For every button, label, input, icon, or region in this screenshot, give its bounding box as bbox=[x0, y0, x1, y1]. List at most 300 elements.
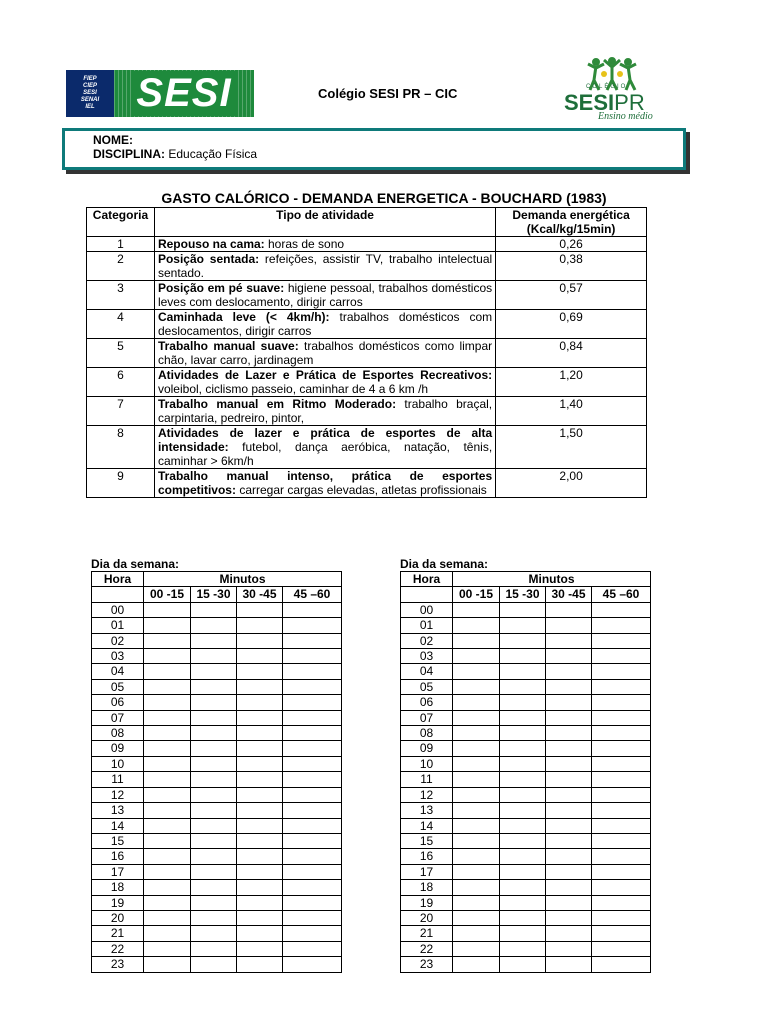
minute-slot-cell[interactable] bbox=[237, 910, 283, 925]
minute-slot-cell[interactable] bbox=[592, 880, 651, 895]
minute-slot-cell[interactable] bbox=[237, 679, 283, 694]
minute-slot-cell[interactable] bbox=[237, 710, 283, 725]
minute-slot-cell[interactable] bbox=[453, 787, 500, 802]
minute-slot-cell[interactable] bbox=[191, 803, 237, 818]
minute-slot-cell[interactable] bbox=[191, 941, 237, 956]
hour-cell: 21 bbox=[401, 926, 453, 941]
hour-cell: 02 bbox=[401, 633, 453, 648]
minute-slot-cell[interactable] bbox=[500, 726, 546, 741]
minute-slot-cell[interactable] bbox=[144, 756, 191, 771]
minute-slot-cell[interactable] bbox=[500, 803, 546, 818]
minute-slot-cell[interactable] bbox=[500, 787, 546, 802]
minute-slot-cell[interactable] bbox=[237, 818, 283, 833]
minute-slot-cell[interactable] bbox=[546, 679, 592, 694]
minute-slot-cell[interactable] bbox=[546, 849, 592, 864]
minute-slot-cell[interactable] bbox=[546, 833, 592, 848]
minute-slot-cell[interactable] bbox=[500, 818, 546, 833]
minute-slot-cell[interactable] bbox=[500, 880, 546, 895]
hour-row bbox=[401, 926, 651, 941]
hour-cell: 03 bbox=[401, 649, 453, 664]
minute-slot-cell[interactable] bbox=[592, 772, 651, 787]
minute-slot-cell[interactable] bbox=[592, 710, 651, 725]
minute-slot-cell[interactable] bbox=[546, 710, 592, 725]
logo-text-ciep: CIEP bbox=[82, 83, 97, 89]
minute-slot-cell[interactable] bbox=[191, 880, 237, 895]
hour-row bbox=[401, 602, 651, 617]
minute-slot-cell[interactable] bbox=[283, 803, 342, 818]
hour-row bbox=[401, 772, 651, 787]
minute-slot-cell[interactable] bbox=[191, 741, 237, 756]
hour-row bbox=[401, 803, 651, 818]
minute-slot-cell[interactable] bbox=[237, 864, 283, 879]
minute-slot-cell[interactable] bbox=[592, 803, 651, 818]
minute-slot-cell[interactable] bbox=[191, 710, 237, 725]
hour-cell: 04 bbox=[401, 664, 453, 679]
minute-slot-cell[interactable] bbox=[191, 633, 237, 648]
minute-slot-cell[interactable] bbox=[144, 772, 191, 787]
activity-row bbox=[87, 397, 647, 426]
hour-row bbox=[401, 710, 651, 725]
weekday-table-right bbox=[400, 571, 651, 973]
minute-slot-cell[interactable] bbox=[500, 618, 546, 633]
hour-cell: 19 bbox=[401, 895, 453, 910]
category-cell: 4 bbox=[87, 310, 155, 339]
minute-slot-cell[interactable] bbox=[283, 864, 342, 879]
header-category: Categoria bbox=[87, 208, 155, 237]
minutes-header: Minutos bbox=[453, 572, 651, 587]
minute-slot-cell[interactable] bbox=[237, 833, 283, 848]
minute-slot-cell[interactable] bbox=[453, 926, 500, 941]
activity-cell bbox=[154, 237, 495, 252]
minute-slot-cell[interactable] bbox=[191, 957, 237, 972]
minute-slot-cell[interactable] bbox=[546, 957, 592, 972]
minute-slot-cell[interactable] bbox=[500, 756, 546, 771]
activity-cell bbox=[154, 397, 495, 426]
minute-slot-cell[interactable] bbox=[144, 649, 191, 664]
minute-slot-cell[interactable] bbox=[283, 849, 342, 864]
minute-slot-cell[interactable] bbox=[500, 679, 546, 694]
minute-slot-cell[interactable] bbox=[144, 849, 191, 864]
minute-slot-cell[interactable] bbox=[592, 649, 651, 664]
hour-cell: 05 bbox=[401, 679, 453, 694]
minute-slot-cell[interactable] bbox=[453, 726, 500, 741]
minute-slot-cell[interactable] bbox=[453, 710, 500, 725]
minute-slot-cell[interactable] bbox=[546, 756, 592, 771]
minute-slot-cell[interactable] bbox=[237, 633, 283, 648]
minute-slot-cell[interactable] bbox=[191, 833, 237, 848]
minute-slot-cell[interactable] bbox=[500, 741, 546, 756]
minute-slot-cell[interactable] bbox=[546, 910, 592, 925]
minute-slot-cell[interactable] bbox=[546, 941, 592, 956]
hour-cell: 09 bbox=[92, 741, 144, 756]
minute-slot-cell[interactable] bbox=[283, 957, 342, 972]
hour-cell: 17 bbox=[401, 864, 453, 879]
minute-slot-cell[interactable] bbox=[283, 618, 342, 633]
weekday-table-left bbox=[91, 571, 342, 973]
minute-slot-cell[interactable] bbox=[144, 910, 191, 925]
energy-value-cell: 0,84 bbox=[496, 339, 647, 368]
table-header-row bbox=[87, 208, 647, 237]
minute-slot-cell[interactable] bbox=[592, 618, 651, 633]
minute-slot-cell[interactable] bbox=[453, 618, 500, 633]
minute-slot-cell[interactable] bbox=[237, 880, 283, 895]
minute-slot-cell[interactable] bbox=[546, 880, 592, 895]
minute-slot-cell[interactable] bbox=[500, 926, 546, 941]
minute-slot-cell[interactable] bbox=[283, 741, 342, 756]
minute-slot-cell[interactable] bbox=[191, 910, 237, 925]
minute-slot-cell[interactable] bbox=[144, 941, 191, 956]
minute-slot-cell[interactable] bbox=[453, 849, 500, 864]
minute-slot-cell[interactable] bbox=[191, 649, 237, 664]
minute-slot-cell[interactable] bbox=[453, 910, 500, 925]
category-cell: 3 bbox=[87, 281, 155, 310]
minute-slot-cell[interactable] bbox=[237, 957, 283, 972]
minute-slot-cell[interactable] bbox=[500, 895, 546, 910]
minute-slot-cell[interactable] bbox=[592, 664, 651, 679]
hour-row bbox=[401, 618, 651, 633]
hour-row bbox=[92, 618, 342, 633]
minute-slot-cell[interactable] bbox=[144, 803, 191, 818]
hour-row bbox=[92, 602, 342, 617]
minute-slot-cell[interactable] bbox=[191, 695, 237, 710]
minute-slot-cell[interactable] bbox=[283, 818, 342, 833]
minute-slot-cell[interactable] bbox=[237, 664, 283, 679]
interval-header: 30 -45 bbox=[237, 587, 283, 602]
minute-slot-cell[interactable] bbox=[592, 695, 651, 710]
minute-slot-cell[interactable] bbox=[592, 787, 651, 802]
minute-slot-cell[interactable] bbox=[283, 726, 342, 741]
minute-slot-cell[interactable] bbox=[191, 772, 237, 787]
minute-slot-cell[interactable] bbox=[453, 741, 500, 756]
category-cell: 2 bbox=[87, 252, 155, 281]
minute-slot-cell[interactable] bbox=[191, 818, 237, 833]
hour-cell: 14 bbox=[401, 818, 453, 833]
minute-slot-cell[interactable] bbox=[546, 926, 592, 941]
minute-slot-cell[interactable] bbox=[453, 803, 500, 818]
hour-cell: 23 bbox=[401, 957, 453, 972]
minute-slot-cell[interactable] bbox=[546, 864, 592, 879]
hour-row bbox=[401, 664, 651, 679]
minute-slot-cell[interactable] bbox=[283, 633, 342, 648]
hour-row bbox=[92, 756, 342, 771]
minute-slot-cell[interactable] bbox=[453, 649, 500, 664]
minute-slot-cell[interactable] bbox=[592, 741, 651, 756]
minute-slot-cell[interactable] bbox=[283, 710, 342, 725]
minute-slot-cell[interactable] bbox=[546, 633, 592, 648]
minute-slot-cell[interactable] bbox=[592, 602, 651, 617]
hour-cell: 02 bbox=[92, 633, 144, 648]
logo-colegio-text: COLÉGIO bbox=[586, 84, 628, 90]
activity-examples: voleibol, ciclismo passeio, caminhar de 4 a 6 km /h bbox=[157, 382, 429, 396]
hour-row bbox=[92, 787, 342, 802]
minute-slot-cell[interactable] bbox=[592, 864, 651, 879]
hour-cell: 01 bbox=[92, 618, 144, 633]
minute-slot-cell[interactable] bbox=[453, 756, 500, 771]
minute-slot-cell[interactable] bbox=[283, 833, 342, 848]
minute-slot-cell[interactable] bbox=[237, 602, 283, 617]
minute-slot-cell[interactable] bbox=[500, 833, 546, 848]
category-cell: 5 bbox=[87, 339, 155, 368]
minute-slot-cell[interactable] bbox=[144, 695, 191, 710]
minute-slot-cell[interactable] bbox=[144, 633, 191, 648]
logo-text-senai: SENAI bbox=[80, 97, 100, 103]
minute-slot-cell[interactable] bbox=[191, 926, 237, 941]
minute-slot-cell[interactable] bbox=[144, 710, 191, 725]
minute-slot-cell[interactable] bbox=[592, 756, 651, 771]
minute-slot-cell[interactable] bbox=[283, 910, 342, 925]
minute-slot-cell[interactable] bbox=[546, 818, 592, 833]
minute-slot-cell[interactable] bbox=[237, 803, 283, 818]
minute-slot-cell[interactable] bbox=[237, 618, 283, 633]
sesi-pr-logo bbox=[560, 54, 665, 124]
minute-slot-cell[interactable] bbox=[283, 926, 342, 941]
minute-slot-cell[interactable] bbox=[453, 602, 500, 617]
minute-slot-cell[interactable] bbox=[453, 833, 500, 848]
minute-slot-cell[interactable] bbox=[191, 602, 237, 617]
minute-slot-cell[interactable] bbox=[191, 895, 237, 910]
activity-name: Trabalho manual intenso, prática de esportes competitivos: bbox=[157, 469, 493, 497]
minute-slot-cell[interactable] bbox=[191, 618, 237, 633]
minute-slot-cell[interactable] bbox=[144, 679, 191, 694]
minute-slot-cell[interactable] bbox=[500, 941, 546, 956]
interval-header: 45 –60 bbox=[592, 587, 651, 602]
hour-cell: 03 bbox=[92, 649, 144, 664]
activity-name: Trabalho manual suave: bbox=[157, 339, 299, 353]
hour-cell: 22 bbox=[92, 941, 144, 956]
minute-slot-cell[interactable] bbox=[546, 649, 592, 664]
minute-slot-cell[interactable] bbox=[237, 772, 283, 787]
minute-slot-cell[interactable] bbox=[283, 679, 342, 694]
interval-header: 00 -15 bbox=[453, 587, 500, 602]
energy-value-cell: 0,57 bbox=[496, 281, 647, 310]
minute-slot-cell[interactable] bbox=[453, 633, 500, 648]
hour-cell: 19 bbox=[92, 895, 144, 910]
discipline-row bbox=[93, 147, 257, 161]
activity-row bbox=[87, 339, 647, 368]
hour-cell: 22 bbox=[401, 941, 453, 956]
minute-slot-cell[interactable] bbox=[283, 695, 342, 710]
hour-row bbox=[92, 679, 342, 694]
logo-sesipr-text: SESIPR bbox=[564, 90, 645, 115]
minute-slot-cell[interactable] bbox=[237, 941, 283, 956]
minute-slot-cell[interactable] bbox=[453, 679, 500, 694]
minute-slot-cell[interactable] bbox=[453, 772, 500, 787]
energy-value-cell: 0,69 bbox=[496, 310, 647, 339]
minute-slot-cell[interactable] bbox=[237, 726, 283, 741]
minute-slot-cell[interactable] bbox=[546, 618, 592, 633]
minute-slot-cell[interactable] bbox=[144, 602, 191, 617]
minute-slot-cell[interactable] bbox=[237, 695, 283, 710]
discipline-value: Educação Física bbox=[168, 147, 258, 161]
activity-examples: trabalho braçal, carpintaria, pedreiro, pintor, bbox=[157, 397, 493, 425]
minute-slot-cell[interactable] bbox=[500, 849, 546, 864]
minute-slot-cell[interactable] bbox=[546, 602, 592, 617]
hour-cell: 23 bbox=[92, 957, 144, 972]
minute-slot-cell[interactable] bbox=[283, 772, 342, 787]
minute-slot-cell[interactable] bbox=[144, 726, 191, 741]
hour-cell: 12 bbox=[92, 787, 144, 802]
activity-examples: futebol, dança aeróbica, natação, tênis, caminhar > 6km/h bbox=[157, 440, 493, 468]
energy-demand-table bbox=[86, 207, 647, 498]
activity-cell bbox=[154, 281, 495, 310]
minute-slot-cell[interactable] bbox=[144, 926, 191, 941]
minute-slot-cell[interactable] bbox=[144, 741, 191, 756]
hour-header-blank bbox=[92, 587, 144, 602]
hour-cell: 14 bbox=[92, 818, 144, 833]
minute-slot-cell[interactable] bbox=[453, 695, 500, 710]
minute-slot-cell[interactable] bbox=[546, 895, 592, 910]
minute-slot-cell[interactable] bbox=[500, 864, 546, 879]
minute-slot-cell[interactable] bbox=[592, 726, 651, 741]
logo-tagline: Ensino médio bbox=[598, 111, 653, 122]
minute-slot-cell[interactable] bbox=[237, 741, 283, 756]
minute-slot-cell[interactable] bbox=[592, 833, 651, 848]
weekday-label-right: Dia da semana: bbox=[400, 557, 489, 571]
activity-row bbox=[87, 426, 647, 469]
minute-slot-cell[interactable] bbox=[237, 756, 283, 771]
hour-cell: 06 bbox=[92, 695, 144, 710]
minute-slot-cell[interactable] bbox=[191, 679, 237, 694]
minute-slot-cell[interactable] bbox=[453, 957, 500, 972]
category-cell: 1 bbox=[87, 237, 155, 252]
header-activity-type: Tipo de atividade bbox=[154, 208, 495, 237]
minute-slot-cell[interactable] bbox=[592, 818, 651, 833]
hour-row bbox=[401, 741, 651, 756]
activity-cell bbox=[154, 469, 495, 498]
minute-slot-cell[interactable] bbox=[283, 895, 342, 910]
minute-slot-cell[interactable] bbox=[283, 756, 342, 771]
minute-slot-cell[interactable] bbox=[453, 941, 500, 956]
energy-value-cell: 1,50 bbox=[496, 426, 647, 469]
minute-slot-cell[interactable] bbox=[453, 864, 500, 879]
minute-slot-cell[interactable] bbox=[191, 756, 237, 771]
hour-cell: 05 bbox=[92, 679, 144, 694]
hour-row bbox=[401, 833, 651, 848]
hour-row bbox=[401, 864, 651, 879]
minute-slot-cell[interactable] bbox=[283, 941, 342, 956]
minute-slot-cell[interactable] bbox=[283, 649, 342, 664]
minute-slot-cell[interactable] bbox=[500, 772, 546, 787]
minute-slot-cell[interactable] bbox=[500, 664, 546, 679]
minute-slot-cell[interactable] bbox=[500, 649, 546, 664]
minute-slot-cell[interactable] bbox=[453, 880, 500, 895]
activity-name: Trabalho manual em Ritmo Moderado: bbox=[157, 397, 397, 411]
minute-slot-cell[interactable] bbox=[191, 726, 237, 741]
hour-row bbox=[401, 910, 651, 925]
hour-cell: 18 bbox=[92, 880, 144, 895]
minute-slot-cell[interactable] bbox=[237, 649, 283, 664]
minute-slot-cell[interactable] bbox=[592, 679, 651, 694]
energy-value-cell: 0,38 bbox=[496, 252, 647, 281]
minute-slot-cell[interactable] bbox=[592, 849, 651, 864]
minute-slot-cell[interactable] bbox=[546, 695, 592, 710]
minute-slot-cell[interactable] bbox=[237, 849, 283, 864]
minute-slot-cell[interactable] bbox=[546, 772, 592, 787]
minute-slot-cell[interactable] bbox=[500, 602, 546, 617]
activity-cell bbox=[154, 368, 495, 397]
hour-cell: 11 bbox=[92, 772, 144, 787]
hour-row bbox=[401, 787, 651, 802]
category-cell: 7 bbox=[87, 397, 155, 426]
minute-slot-cell[interactable] bbox=[283, 787, 342, 802]
hour-header: Hora bbox=[92, 572, 144, 587]
minute-slot-cell[interactable] bbox=[144, 618, 191, 633]
minute-slot-cell[interactable] bbox=[283, 602, 342, 617]
minute-slot-cell[interactable] bbox=[144, 833, 191, 848]
minute-slot-cell[interactable] bbox=[592, 910, 651, 925]
minute-slot-cell[interactable] bbox=[144, 864, 191, 879]
minute-slot-cell[interactable] bbox=[500, 910, 546, 925]
hour-row bbox=[92, 803, 342, 818]
minute-slot-cell[interactable] bbox=[592, 895, 651, 910]
hour-row bbox=[401, 895, 651, 910]
minute-slot-cell[interactable] bbox=[592, 926, 651, 941]
activity-examples: trabalhos domésticos com deslocamentos, dirigir carros bbox=[157, 310, 493, 338]
minute-slot-cell[interactable] bbox=[191, 664, 237, 679]
minute-slot-cell[interactable] bbox=[546, 664, 592, 679]
hour-row bbox=[401, 679, 651, 694]
activity-examples: higiene pessoal, trabalhos domésticos leves com deslocamento, dirigir carros bbox=[157, 281, 493, 309]
minute-slot-cell[interactable] bbox=[144, 787, 191, 802]
minute-slot-cell[interactable] bbox=[500, 710, 546, 725]
student-info-box bbox=[62, 128, 686, 170]
minute-slot-cell[interactable] bbox=[283, 880, 342, 895]
hour-cell: 00 bbox=[92, 602, 144, 617]
hour-cell: 00 bbox=[401, 602, 453, 617]
activity-cell bbox=[154, 426, 495, 469]
minute-slot-cell[interactable] bbox=[191, 849, 237, 864]
hour-cell: 16 bbox=[401, 849, 453, 864]
minute-slot-cell[interactable] bbox=[237, 895, 283, 910]
minute-slot-cell[interactable] bbox=[237, 787, 283, 802]
minute-slot-cell[interactable] bbox=[191, 787, 237, 802]
minute-slot-cell[interactable] bbox=[500, 695, 546, 710]
minute-slot-cell[interactable] bbox=[283, 664, 342, 679]
category-cell: 9 bbox=[87, 469, 155, 498]
minute-slot-cell[interactable] bbox=[144, 880, 191, 895]
minute-slot-cell[interactable] bbox=[592, 633, 651, 648]
hour-cell: 07 bbox=[92, 710, 144, 725]
minute-slot-cell[interactable] bbox=[592, 941, 651, 956]
minute-slot-cell[interactable] bbox=[144, 895, 191, 910]
activity-name: Caminhada leve (< 4km/h): bbox=[157, 310, 330, 324]
minute-slot-cell[interactable] bbox=[592, 957, 651, 972]
logo-text-iel: IEL bbox=[85, 104, 95, 110]
hour-row bbox=[401, 726, 651, 741]
minute-slot-cell[interactable] bbox=[453, 895, 500, 910]
minute-slot-cell[interactable] bbox=[191, 864, 237, 879]
minute-slot-cell[interactable] bbox=[453, 664, 500, 679]
minute-slot-cell[interactable] bbox=[546, 741, 592, 756]
minute-slot-cell[interactable] bbox=[500, 957, 546, 972]
minute-slot-cell[interactable] bbox=[453, 818, 500, 833]
activity-row bbox=[87, 281, 647, 310]
hour-cell: 13 bbox=[92, 803, 144, 818]
hour-cell: 18 bbox=[401, 880, 453, 895]
hour-row bbox=[92, 649, 342, 664]
minute-slot-cell[interactable] bbox=[546, 787, 592, 802]
minute-slot-cell[interactable] bbox=[500, 633, 546, 648]
minute-slot-cell[interactable] bbox=[144, 818, 191, 833]
minute-slot-cell[interactable] bbox=[144, 664, 191, 679]
minute-slot-cell[interactable] bbox=[546, 803, 592, 818]
minute-slot-cell[interactable] bbox=[144, 957, 191, 972]
activity-name: Posição sentada: bbox=[157, 252, 260, 266]
minute-slot-cell[interactable] bbox=[237, 926, 283, 941]
federation-logo-block bbox=[66, 70, 114, 117]
minute-slot-cell[interactable] bbox=[546, 726, 592, 741]
hour-row bbox=[401, 818, 651, 833]
